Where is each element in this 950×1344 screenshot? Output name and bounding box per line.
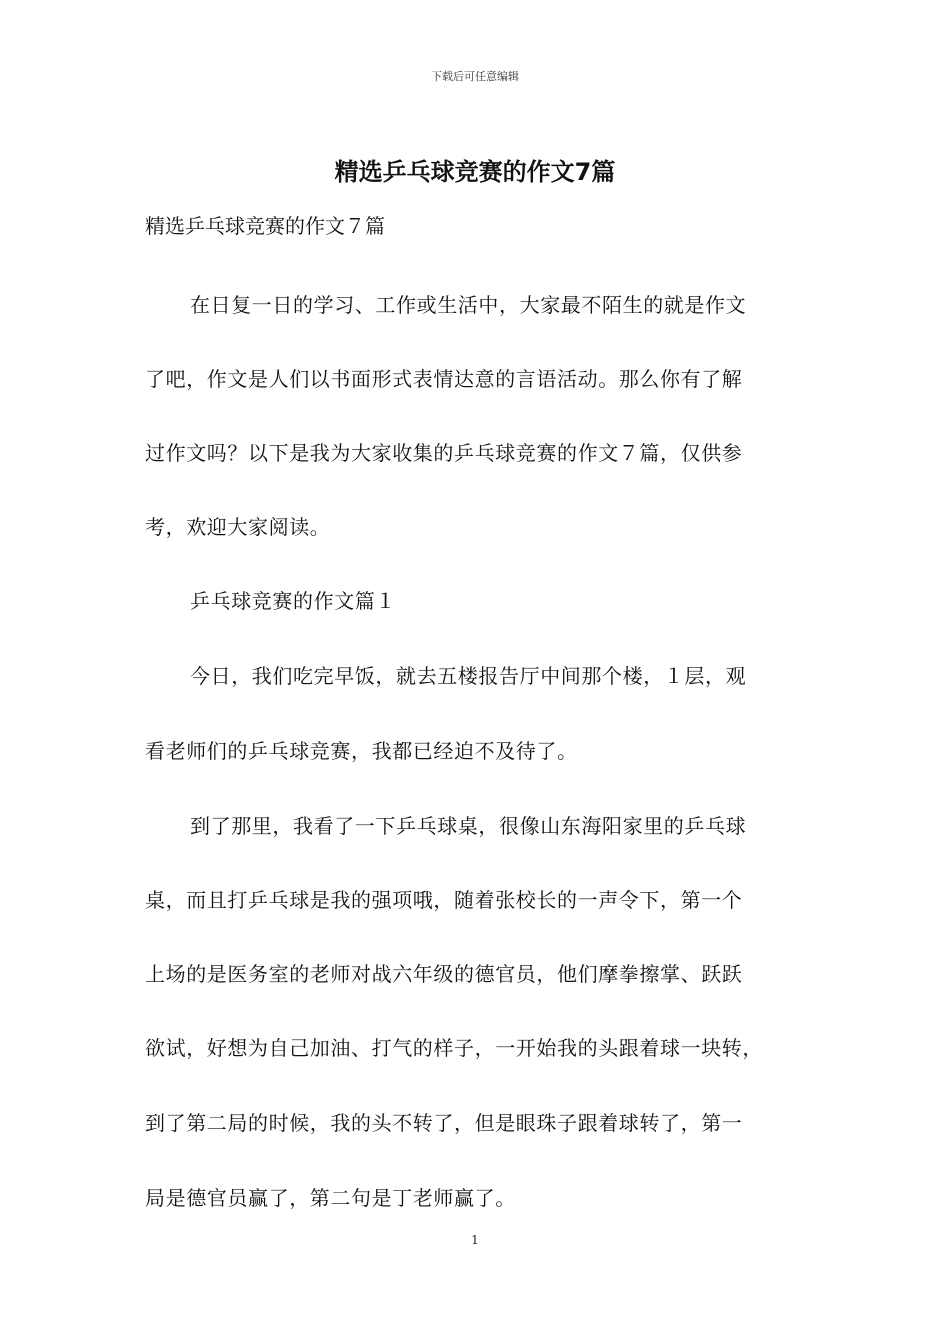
page-number: 1 — [471, 1233, 479, 1247]
paragraph-line: 考，欢迎大家阅读。 — [145, 515, 331, 539]
paragraph-line: 局是德官员赢了，第二句是丁老师赢了。 — [145, 1186, 516, 1210]
paragraph-line: 在日复一日的学习、工作或生活中，大家最不陌生的就是作文 — [190, 293, 747, 317]
subtitle: 精选乒乓球竞赛的作文７篇 — [145, 214, 385, 238]
paragraph-line: 上场的是医务室的老师对战六年级的德官员，他们摩拳擦掌、跃跃 — [145, 962, 743, 986]
paragraph-line: 今日，我们吃完早饭，就去五楼报告厅中间那个楼，１层，观 — [190, 664, 747, 688]
document-title: 精选乒乓球竞赛的作文7篇 — [334, 158, 616, 186]
paragraph-line: 到了第二局的时候，我的头不转了，但是眼珠子跟着球转了，第一 — [145, 1111, 743, 1135]
paragraph-line: 欲试，好想为自己加油、打气的样子，一开始我的头跟着球一块转， — [145, 1036, 763, 1060]
paragraph-line: 了吧，作文是人们以书面形式表情达意的言语活动。那么你有了解 — [145, 367, 743, 391]
paragraph-line: 到了那里，我看了一下乒乓球桌，很像山东海阳家里的乒乓球 — [190, 814, 747, 838]
paragraph-line: 桌，而且打乒乓球是我的强项哦，随着张校长的一声令下，第一个 — [145, 888, 743, 912]
paragraph-line: 过作文吗？以下是我为大家收集的乒乓球竞赛的作文７篇，仅供参 — [145, 441, 743, 465]
section-heading: 乒乓球竞赛的作文篇１ — [190, 589, 396, 613]
header-note: 下载后可任意编辑 — [431, 70, 519, 83]
paragraph-line: 看老师们的乒乓球竞赛，我都已经迫不及待了。 — [145, 739, 578, 763]
